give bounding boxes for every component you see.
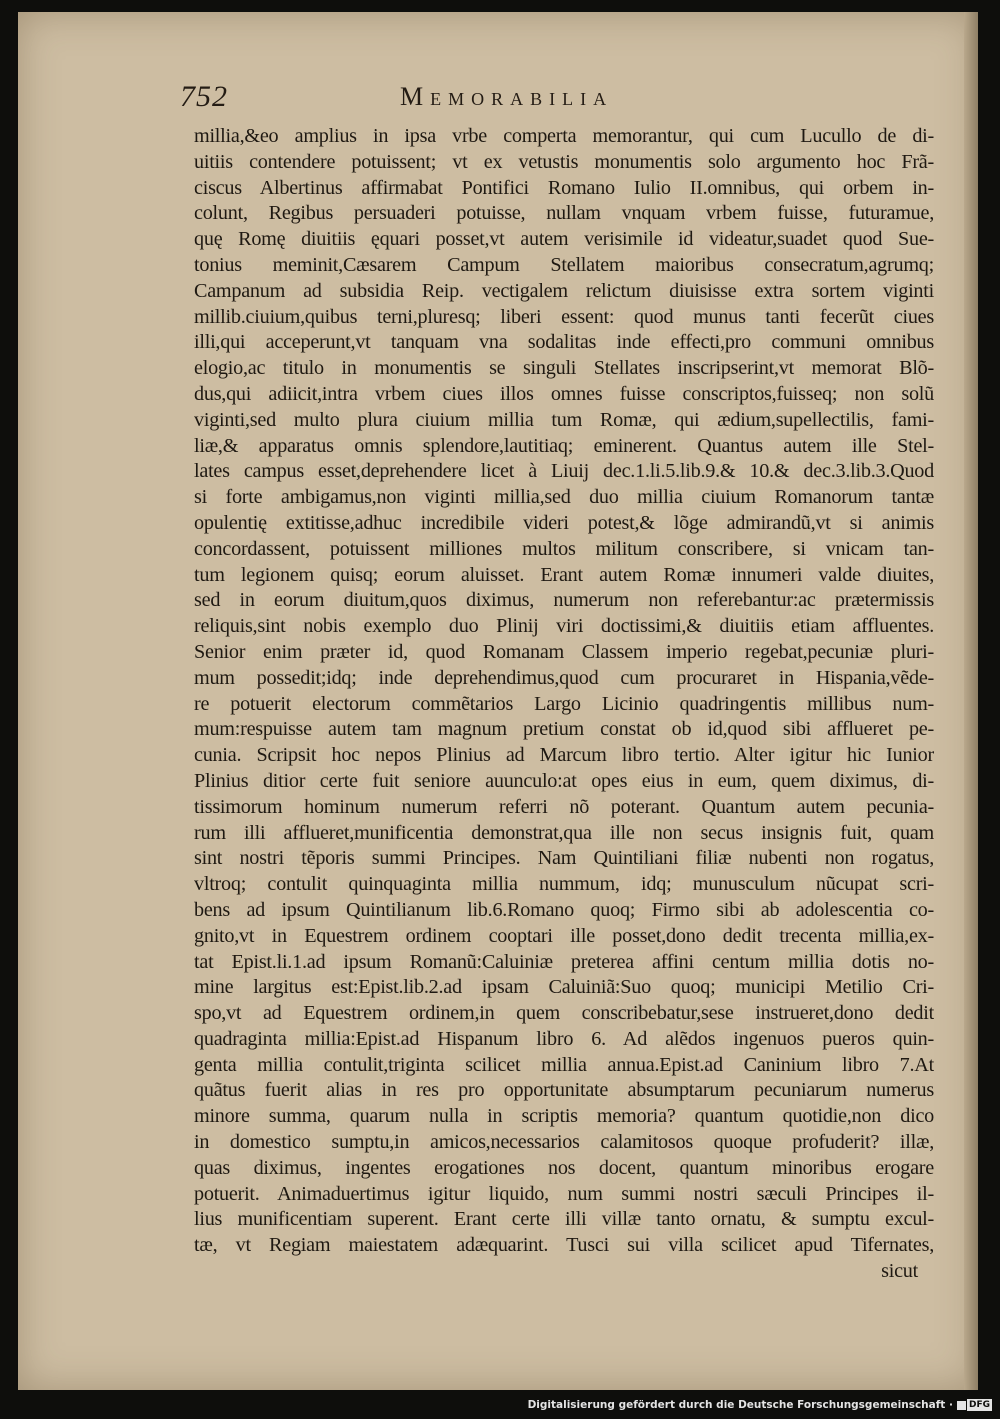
text-line: dus,qui adiicit,intra vrbem ciues illos omnes fuisse conscriptos,fuisseq; non solũ: [194, 382, 934, 405]
text-line: potuerit. Animaduertimus igitur liquido, num summi nostri sæculi Principes il-: [194, 1182, 934, 1205]
text-line: millia,&eo amplius in ipsa vrbe comperta memorantur, qui cum Lucullo de di-: [194, 125, 934, 147]
footer: [528, 1397, 992, 1413]
text-line: Plinius ditior certe fuit seniore auunculo:at opes eius in eum, quem diximus, di-: [194, 769, 934, 792]
text-line: ciscus Albertinus affirmabat Pontifici Romano Iulio II.omnibus, qui orbem in-: [194, 176, 934, 199]
text-line: tonius meminit,Cæsarem Campum Stellatem maioribus consecratum,agrumq;: [194, 253, 934, 276]
text-line: in domestico sumptu,in amicos,necessarios calamitosos quoque profuderit? illæ,: [194, 1131, 934, 1154]
page-header: [180, 80, 740, 120]
dfg-logo-text: DFG: [968, 1400, 990, 1410]
text-line: tat Epist.li.1.ad ipsum Romanũ:Caluiniæ preterea affini centum millia dotis no-: [194, 950, 934, 973]
running-title: Memorabilia: [400, 82, 614, 111]
book-page: [18, 12, 978, 1390]
text-line: concordassent, potuissent milliones multos militum conscribere, si vnicam tan-: [194, 537, 934, 560]
text-line: reliquis,sint nobis exemplo duo Plinij viri doctissimi,& diuitiis etiam affluentes.: [194, 615, 934, 638]
text-line: Campanum ad subsidia Reip. vectigalem relictum diuisisse extra sortem viginti: [194, 279, 934, 302]
page-number: 752: [180, 80, 228, 113]
dfg-logo: [957, 1399, 992, 1411]
catchword: sicut: [881, 1260, 918, 1283]
dfg-logo-mark-icon: [957, 1401, 966, 1410]
text-line: lius munificentiam superent. Erant certe illi villæ tanto ornatu, & sumptu excul-: [194, 1208, 934, 1231]
text-line: spo,vt ad Equestrem ordinem,in quem conscribebatur,sese instrueret,dono dedit: [194, 1002, 934, 1025]
text-line: viginti,sed multo plura ciuium millia tum Romæ, qui ædium,supellectilis, fami-: [194, 408, 934, 431]
text-line: bens ad ipsum Quintilianum lib.6.Romano quoq; Firmo sibi ab adolescentia co-: [194, 898, 934, 921]
text-line: liæ,& apparatus omnis splendore,lautitiaq; eminerent. Quantus autem ille Stel-: [194, 434, 934, 457]
text-line: re potuerit electorum commẽtarios Largo Licinio quadringentis millibus num-: [194, 692, 934, 715]
text-line: millib.ciuium,quibus terni,pluresq; liberi essent: quod munus tanti fecerũt ciues: [194, 305, 934, 328]
text-line: genta millia contulit,triginta scilicet millia annua.Epist.ad Caninium libro 7.At: [194, 1053, 934, 1076]
text-line: si forte ambigamus,non viginti millia,sed duo millia ciuium Romanorum tantæ: [194, 486, 934, 509]
text-line: mum:respuisse autem tam magnum pretium constat ob id,quod sibi afflueret pe-: [194, 718, 934, 741]
text-line: sed in eorum diuitum,quos diximus, numerum non referebantur:ac prætermissis: [194, 589, 934, 612]
text-line: elogio,ac titulo in monumentis se singuli Stellates inscripserint,vt memorat Blõ-: [194, 357, 934, 380]
text-line: gnito,vt in Equestrem ordinem cooptari ille posset,dono dedit trecenta millia,ex-: [194, 924, 934, 947]
text-line: lates campus esset,deprehendere licet à Liuij dec.1.li.5.lib.9.& 10.& dec.3.lib.3.Quod: [194, 460, 934, 483]
footer-credit: Digitalisierung gefördert durch die Deutsche Forschungsgemeinschaft ·: [527, 1399, 953, 1411]
text-line: opulentię extitisse,adhuc incredibile videri potest,& lõge admirandũ,vt si animis: [194, 511, 934, 534]
text-line: vltroq; contulit quinquaginta millia nummum, idq; munusculum nũcupat scri-: [194, 873, 934, 896]
text-line: uitiis contendere potuissent; vt ex vetustis monumentis solo argumento hoc Frã-: [194, 150, 934, 173]
text-line: cunia. Scripsit hoc nepos Plinius ad Marcum libro tertio. Alter igitur hic Iunior: [194, 744, 934, 767]
text-line: quę Romę diuitiis ęquari posset,vt autem verisimile id videatur,suadet quod Sue-: [194, 228, 934, 251]
text-line: rum illi afflueret,munificentia demonstrat,qua ille non secus insignis fuit, quam: [194, 821, 934, 844]
text-line: Senior enim præter id, quod Romanam Classem imperio regebat,pecuniæ pluri-: [194, 640, 934, 663]
text-line: quadraginta millia:Epist.ad Hispanum libro 6. Ad alẽdos ingenuos pueros quin-: [194, 1027, 934, 1050]
text-line: quas diximus, ingentes erogationes nos docent, quantum minoribus erogare: [194, 1156, 934, 1179]
text-line: tæ, vt Regiam maiestatem adæquarint. Tusci sui villa scilicet apud Tifernates,: [194, 1234, 934, 1257]
text-line: tissimorum hominum numerum referri nõ poterant. Quantum autem pecunia-: [194, 795, 934, 818]
text-line: illi,qui acceperunt,vt tanquam vna sodalitas inde effecti,pro communi omnibus: [194, 331, 934, 354]
text-line: minore summa, quarum nulla in scriptis memoria? quantum quotidie,non dico: [194, 1105, 934, 1128]
text-line: colunt, Regibus persuaderi potuisse, nullam vnquam vrbem fuisse, futuramue,: [194, 202, 934, 225]
text-line: mine largitus est:Epist.lib.2.ad ipsam Caluiniã:Suo quoq; municipi Metilio Cri-: [194, 976, 934, 999]
text-line: mum possedit;idq; inde deprehendimus,quod cum procuraret in Hispania,vẽde-: [194, 666, 934, 689]
page-edge: [964, 12, 978, 1390]
text-line: tum legionem quisq; eorum aluisset. Erant autem Romæ innumeri valde diuites,: [194, 563, 934, 586]
text-line: sint nostri tẽporis summi Principes. Nam Quintiliani filiæ nubenti non rogatus,: [194, 847, 934, 870]
body-text: [194, 124, 934, 1285]
text-line: quãtus fuerit alias in res pro opportunitate absumptarum pecuniarum numerus: [194, 1079, 934, 1102]
